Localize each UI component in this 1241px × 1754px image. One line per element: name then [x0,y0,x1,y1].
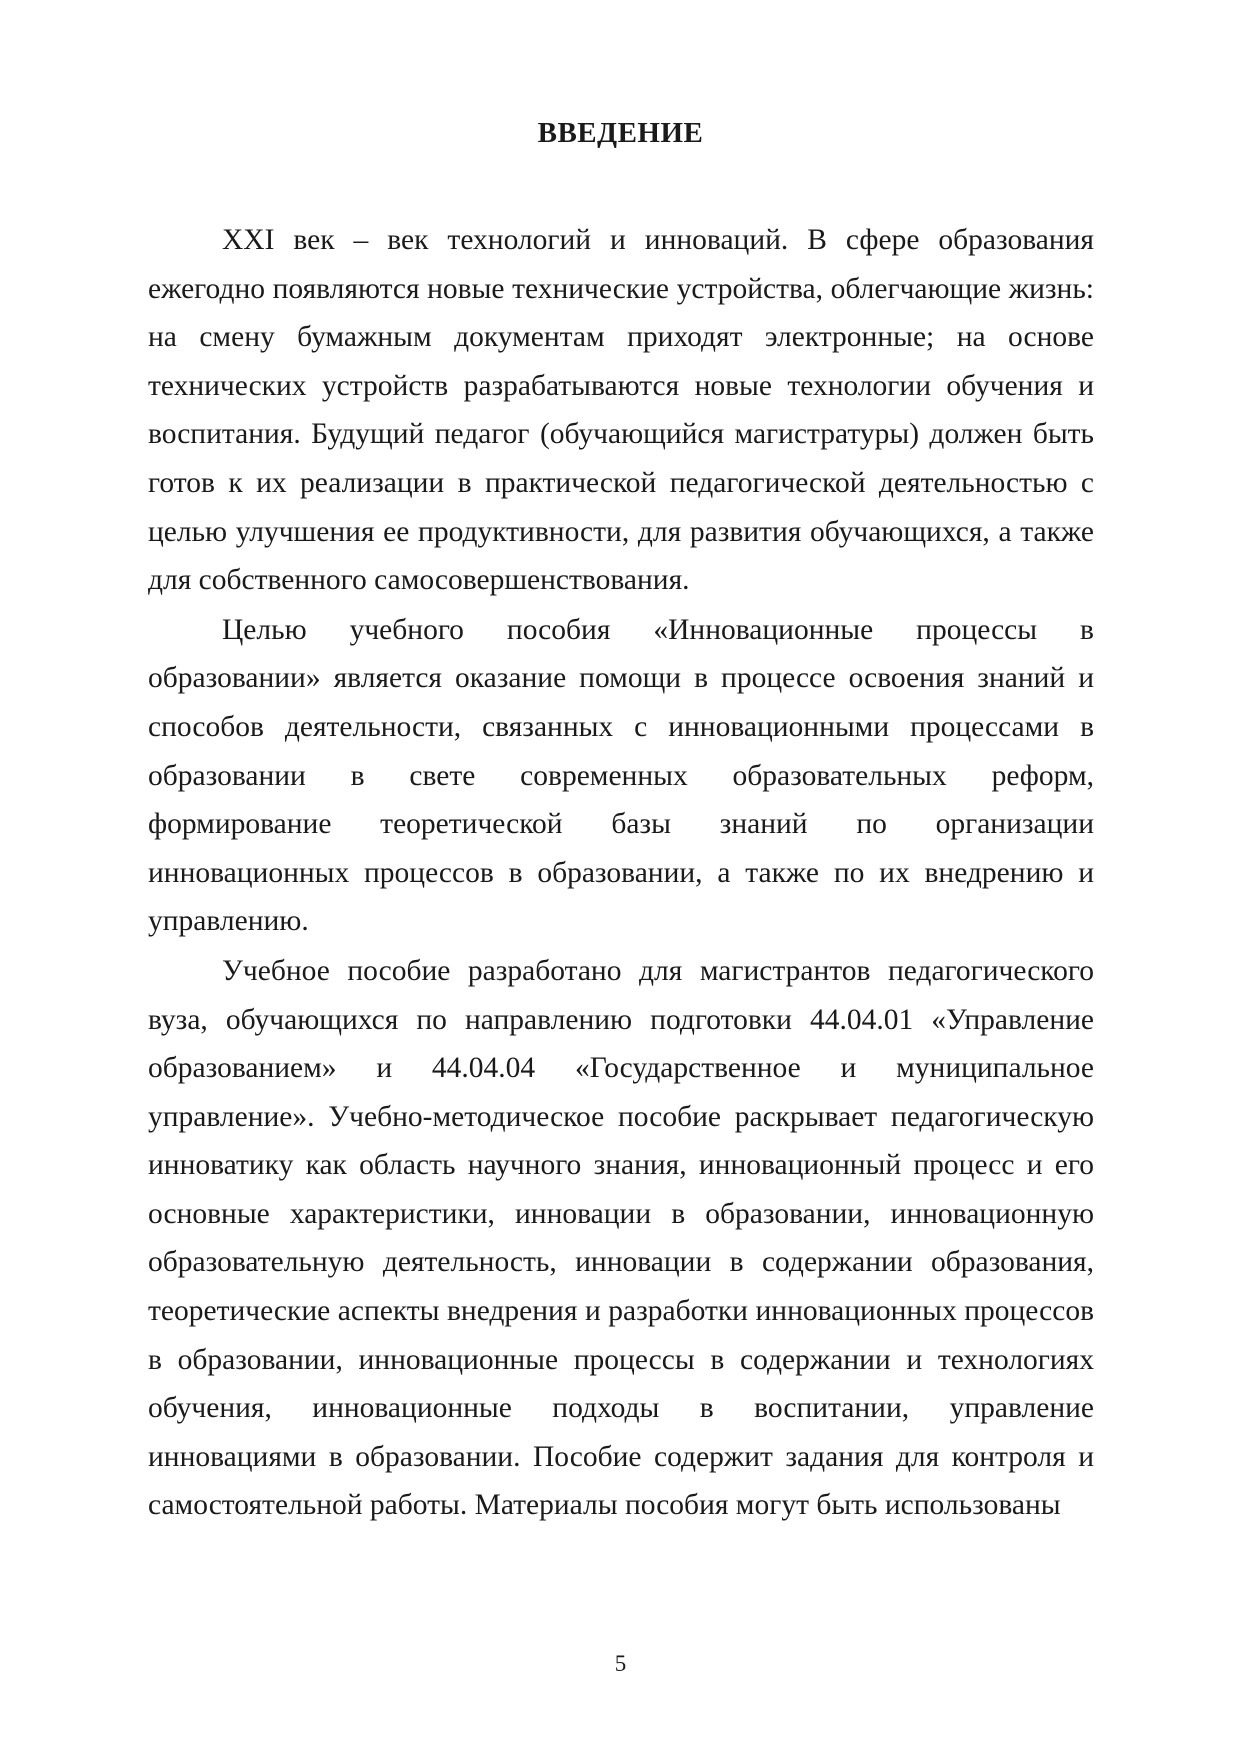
body-text [148,216,1094,1530]
paragraph-audience: Учебное пособие разработано для магистрантов педагогического вуза, обучающихся по направлению подготовки 44.04.01 «Управление образованием» и 44.04.04 «Государственное и муниципальное управление». Учебно-методическое пособие раскрывает педагогическую инноватику как область научного знания, инновационный процесс и его основные характеристики, инновации в образовании, инновационную образовательную деятельность, инновации в содержании образования, теоретические аспекты внедрения и разработки инновационных процессов в образовании, инновационные процессы в содержании и технологиях обучения, инновационные подходы в воспитании, управление инновациями в образовании. Пособие содержит задания для контроля и самостоятельной работы. Материалы пособия могут быть использованы [148,954,1094,1522]
page-number: 5 [614,1651,627,1676]
page-title: ВВЕДЕНИЕ [537,117,704,149]
paragraph-goal: Целью учебного пособия «Инновационные процессы в образовании» является оказание помощи в процессе освоения знаний и способов деятельности, связанных с инновационными процессами в образовании в свете современных образовательных реформ, формирование теоретической базы знаний по организации инновационных процессов в образовании, а также по их внедрению и управлению. [148,613,1094,938]
paragraph-intro: XXI век – век технологий и инноваций. В сфере образования ежегодно появляются новые технические устройства, облегчающие жизнь: на смену бумажным документам приходят электронные; на основе технических устройств разрабатываются новые технологии обучения и воспитания. Будущий педагог (обучающийся магистратуры) должен быть готов к их реализации в практической педагогической деятельностью с целью улучшения ее продуктивности, для развития обучающихся, а также для собственного самосовершенствования. [148,224,1094,597]
